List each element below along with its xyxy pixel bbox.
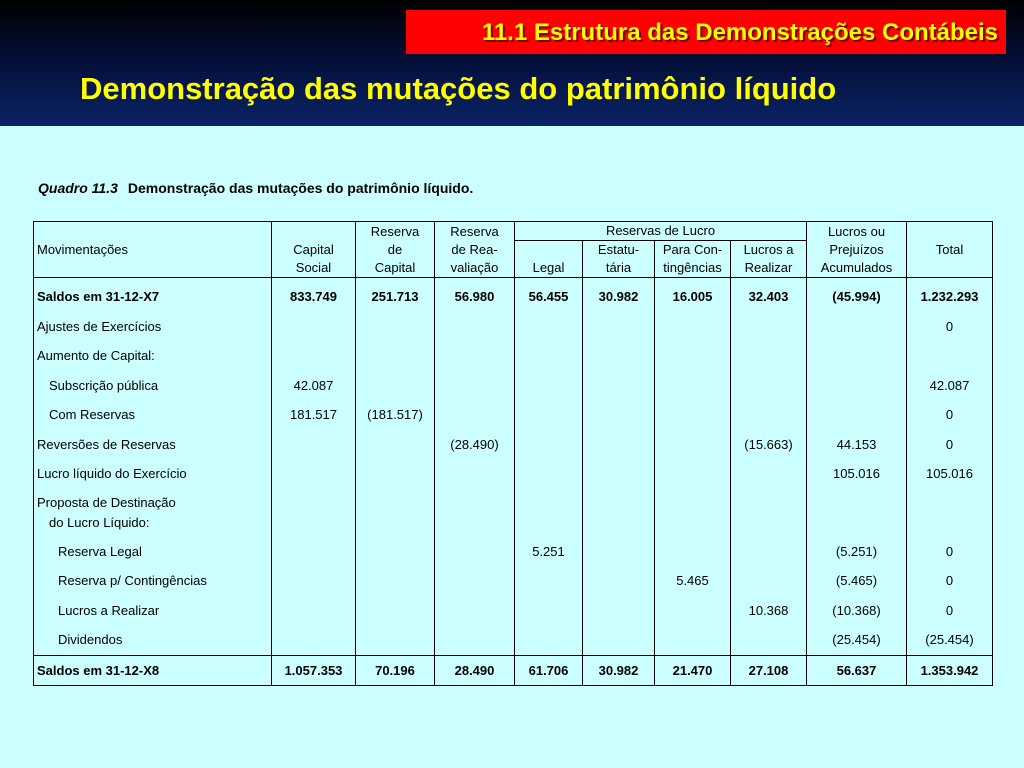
table-row: Lucros a Realizar 10.368 (10.368) 0 — [34, 596, 993, 626]
col-header-contingencias: Para Con- tingências — [655, 241, 731, 278]
equity-changes-table — [33, 221, 993, 686]
chapter-title: 11.1 Estrutura das Demonstrações Contábeis — [481, 19, 998, 46]
table-row: Subscrição pública 42.087 42.087 — [34, 371, 993, 401]
col-header-legal: Legal — [515, 241, 583, 278]
chapter-banner — [406, 10, 1006, 54]
caption-label: Quadro 11.3 — [38, 180, 118, 196]
table-row: Com Reservas 181.517 (181.517) 0 — [34, 400, 993, 430]
slide-title: Demonstração das mutações do patrimônio líquido — [80, 71, 837, 106]
table-row: Proposta de Destinação do Lucro Líquido: — [34, 489, 993, 537]
table-row: Lucro líquido do Exercício 105.016 105.016 — [34, 459, 993, 489]
col-header-total: Total — [907, 222, 993, 278]
slide-header — [0, 0, 1024, 126]
table-row: Dividendos (25.454) (25.454) — [34, 625, 993, 655]
table-row: Reversões de Reservas (28.490) (15.663) 44.153 0 — [34, 430, 993, 460]
table-row: Ajustes de Exercícios 0 — [34, 312, 993, 342]
col-header-estatutaria: Estatu- tária — [583, 241, 655, 278]
col-header-lucros-realizar: Lucros a Realizar — [731, 241, 807, 278]
col-header-reserva-capital: Reserva de Capital — [356, 222, 435, 278]
col-header-reservas-lucro: Reservas de Lucro — [515, 222, 807, 241]
col-header-lucros-prejuizos: Lucros ou Prejuízos Acumulados — [807, 222, 907, 278]
table-row: Saldos em 31-12-X8 1.057.353 70.196 28.490 61.706 30.982 21.470 27.108 56.637 1.353.942 — [34, 655, 993, 685]
col-header-capital-social: Capital Social — [272, 222, 356, 278]
col-header-movimentacoes: Movimentações — [34, 222, 272, 278]
table-row: Saldos em 31-12-X7 833.749 251.713 56.980 56.455 30.982 16.005 32.403 (45.994) 1.232.293 — [34, 278, 993, 312]
caption-text: Demonstração das mutações do patrimônio líquido. — [127, 180, 474, 196]
col-header-reserva-reavaliacao: Reserva de Rea- valiação — [435, 222, 515, 278]
table-row: Reserva Legal 5.251 (5.251) 0 — [34, 537, 993, 567]
table-caption — [38, 180, 473, 196]
table-row: Aumento de Capital: — [34, 341, 993, 371]
table-row: Reserva p/ Contingências 5.465 (5.465) 0 — [34, 566, 993, 596]
